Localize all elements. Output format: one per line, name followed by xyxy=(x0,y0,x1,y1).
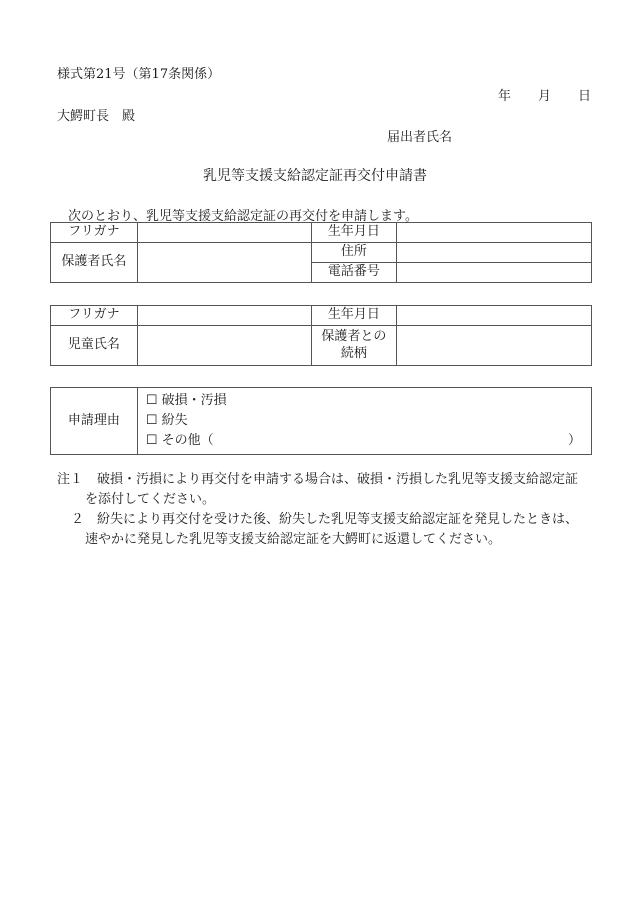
guardian-phone-label: 電話番号 xyxy=(311,263,397,283)
notes xyxy=(57,470,602,550)
child-birthdate-label: 生年月日 xyxy=(311,306,397,326)
note-1-mark: 注１ xyxy=(57,472,84,487)
date-row xyxy=(490,85,590,103)
note-2-mark: ２ xyxy=(71,512,85,527)
reason-options xyxy=(137,388,591,455)
child-table xyxy=(50,305,592,366)
child-name-label: 児童氏名 xyxy=(51,326,138,366)
guardian-furigana-label: フリガナ xyxy=(51,223,138,243)
guardian-birthdate-field xyxy=(397,223,592,243)
reason-table xyxy=(50,387,592,455)
form-number: 様式第21号（第17条関係） xyxy=(57,67,221,82)
note-1 xyxy=(57,470,602,490)
relationship-label-line1: 保護者との xyxy=(321,329,387,345)
applicant-name-label: 届出者氏名 xyxy=(387,130,453,145)
note-2 xyxy=(57,510,602,530)
guardian-name-label: 保護者氏名 xyxy=(51,243,138,283)
note-2-line1: 紛失により再交付を受けた後、紛失した乳児等支援支給認定証を発見したときは、 xyxy=(97,512,579,527)
guardian-birthdate-label: 生年月日 xyxy=(311,223,397,243)
child-name-field xyxy=(137,326,311,366)
guardian-furigana-field xyxy=(137,223,311,243)
reason-option-other-label: ☐ その他（ xyxy=(145,433,214,448)
reason-option-other[interactable] xyxy=(146,431,583,451)
reason-label: 申請理由 xyxy=(51,388,138,455)
reason-other-close-paren: ） xyxy=(567,433,581,448)
reason-option-damaged[interactable]: ☐ 破損・汚損 xyxy=(145,393,227,408)
date-month-label: 月 xyxy=(538,89,552,104)
note-1-line2: を添付してください。 xyxy=(85,492,216,507)
guardian-address-label: 住所 xyxy=(311,243,397,263)
child-furigana-field xyxy=(137,306,311,326)
page-title: 乳児等支援支給認定証再交付申請書 xyxy=(203,168,427,184)
note-2-line2: 速やかに発見した乳児等支援支給認定証を大鰐町に返還してください。 xyxy=(85,532,502,547)
date-year-label: 年 xyxy=(498,89,512,104)
child-furigana-label: フリガナ xyxy=(51,306,138,326)
note-1-line1: 破損・汚損により再交付を申請する場合は、破損・汚損した乳児等支援支給認定証 xyxy=(97,472,579,487)
relationship-label xyxy=(311,326,397,366)
reason-option-lost[interactable]: ☐ 紛失 xyxy=(145,413,188,428)
guardian-table xyxy=(50,222,592,283)
guardian-address-field xyxy=(397,243,592,263)
addressee: 大鰐町長 殿 xyxy=(57,109,136,124)
child-birthdate-field xyxy=(397,306,592,326)
guardian-name-field xyxy=(137,243,311,283)
relationship-field xyxy=(397,326,592,366)
guardian-phone-field xyxy=(397,263,592,283)
relationship-label-line2: 続柄 xyxy=(340,345,367,361)
intro-text: 次のとおり、乳児等支援支給認定証の再交付を申請します。 xyxy=(68,209,418,224)
date-day-label: 日 xyxy=(578,89,592,104)
